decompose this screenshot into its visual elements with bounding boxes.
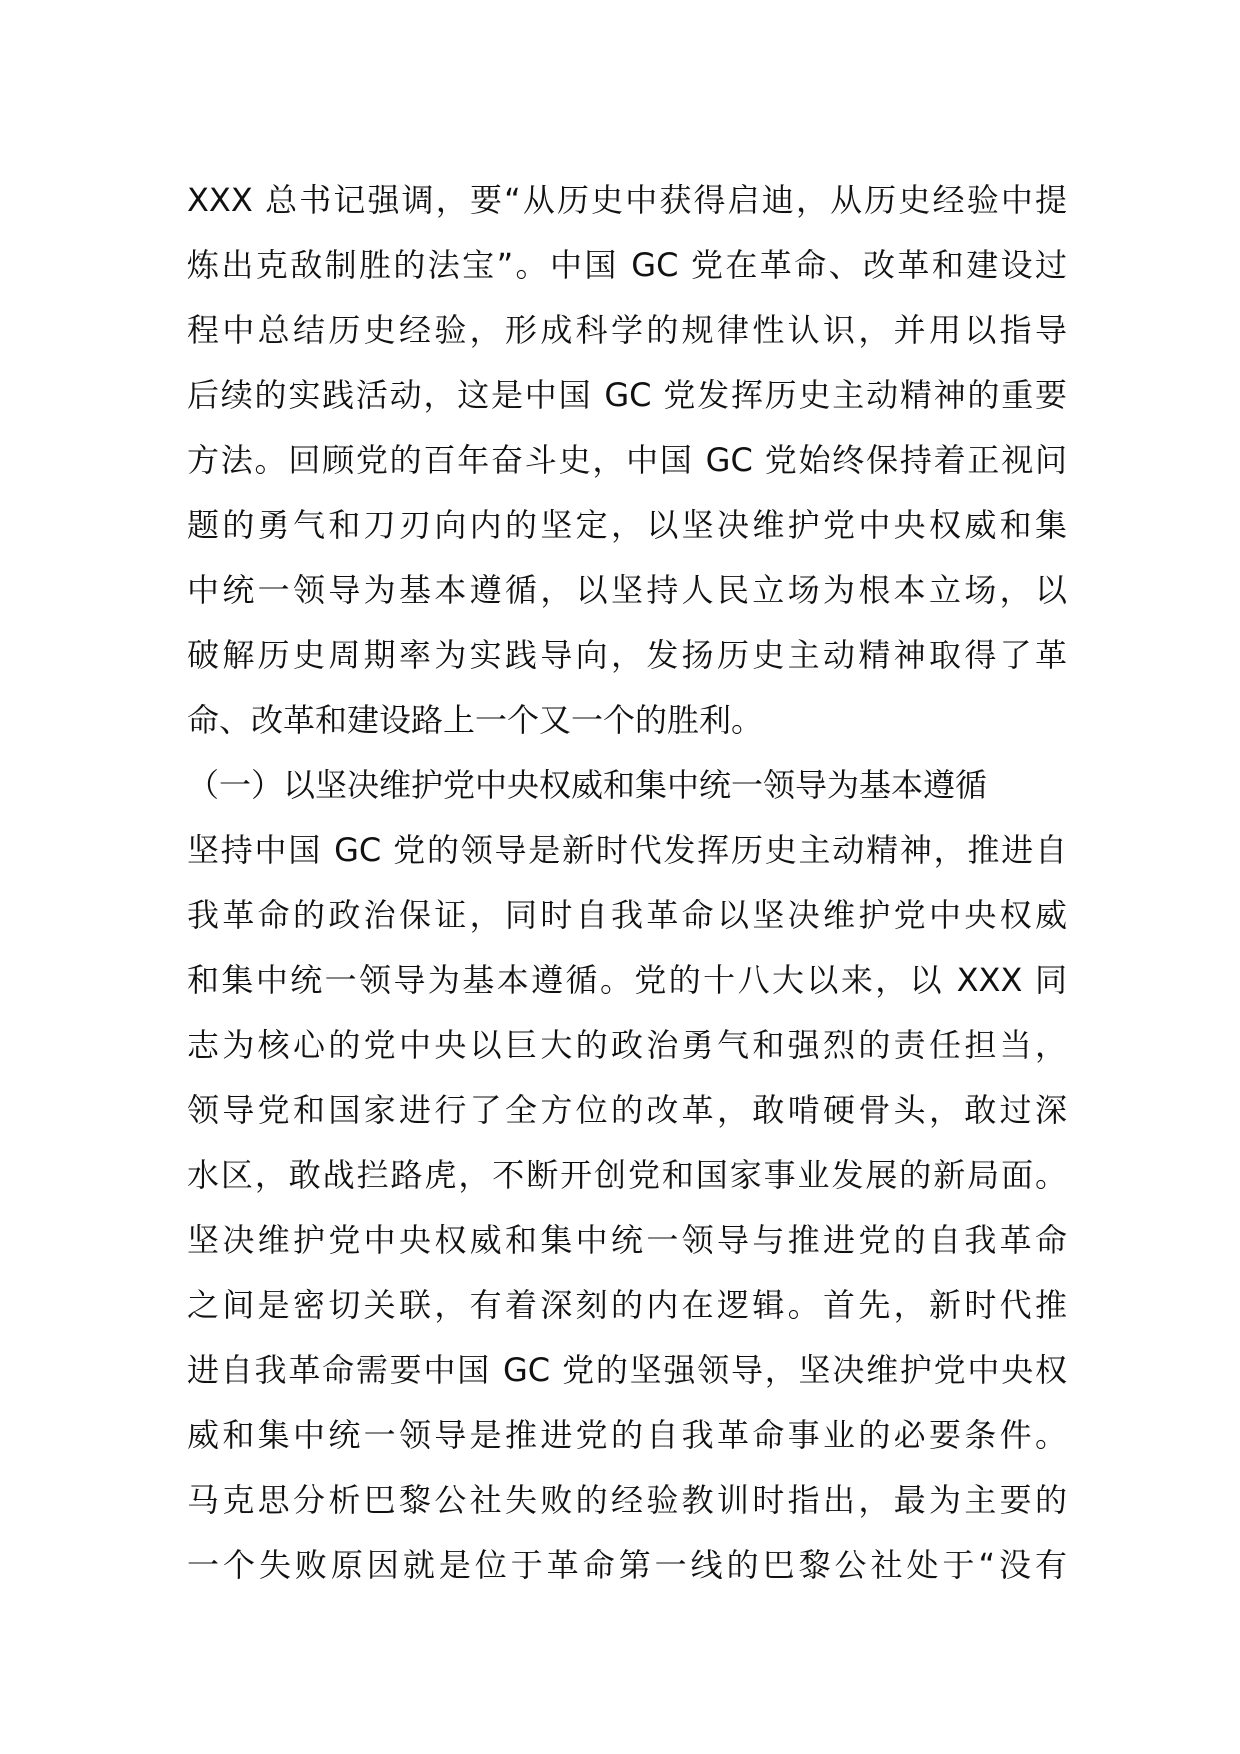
paragraph-intro [187, 168, 1067, 753]
text-line: 一个失败原因就是位于革命第一线的巴黎公社处于“没有 [187, 1546, 1067, 1584]
text-line: 坚持中国 GC 党的领导是新时代发挥历史主动精神，推进自 [187, 831, 1067, 869]
text-line: 后续的实践活动，这是中国 GC 党发挥历史主动精神的重要 [187, 376, 1067, 414]
text-line: 我革命的政治保证，同时自我革命以坚决维护党中央权威 [187, 896, 1067, 934]
text-line: 程中总结历史经验，形成科学的规律性认识，并用以指导 [187, 311, 1067, 349]
text-line: 破解历史周期率为实践导向，发扬历史主动精神取得了革 [187, 636, 1067, 674]
text-line: 题的勇气和刀刃向内的坚定，以坚决维护党中央权威和集 [187, 506, 1067, 544]
text-line: 之间是密切关联，有着深刻的内在逻辑。首先，新时代推 [187, 1286, 1067, 1324]
text-line: 威和集中统一领导是推进党的自我革命事业的必要条件。 [187, 1416, 1067, 1454]
text-line: 方法。回顾党的百年奋斗史，中国 GC 党始终保持着正视问 [187, 441, 1067, 479]
text-line: 坚决维护党中央权威和集中统一领导与推进党的自我革命 [187, 1221, 1067, 1259]
text-line: 进自我革命需要中国 GC 党的坚强领导，坚决维护党中央权 [187, 1351, 1067, 1389]
text-line: 炼出克敌制胜的法宝”。中国 GC 党在革命、改革和建设过 [187, 246, 1067, 284]
section-heading: （一）以坚决维护党中央权威和集中统一领导为基本遵循 [187, 766, 988, 804]
text-line: 水区，敢战拦路虎，不断开创党和国家事业发展的新局面。 [187, 1156, 1067, 1194]
text-line: 命、改革和建设路上一个又一个的胜利。 [187, 701, 764, 739]
text-line: 马克思分析巴黎公社失败的经验教训时指出，最为主要的 [187, 1481, 1067, 1519]
paragraph-party-leadership [187, 818, 1067, 1208]
text-line: 领导党和国家进行了全方位的改革，敢啃硬骨头，敢过深 [187, 1091, 1067, 1129]
text-line: 中统一领导为基本遵循，以坚持人民立场为根本立场，以 [187, 571, 1067, 609]
document-body [187, 168, 1067, 1598]
paragraph-self-revolution [187, 1208, 1067, 1598]
text-line: 和集中统一领导为基本遵循。党的十八大以来，以 XXX 同 [187, 961, 1067, 999]
text-line: XXX 总书记强调，要“从历史中获得启迪，从历史经验中提 [187, 181, 1067, 219]
text-line: 志为核心的党中央以巨大的政治勇气和强烈的责任担当， [187, 1026, 1067, 1064]
